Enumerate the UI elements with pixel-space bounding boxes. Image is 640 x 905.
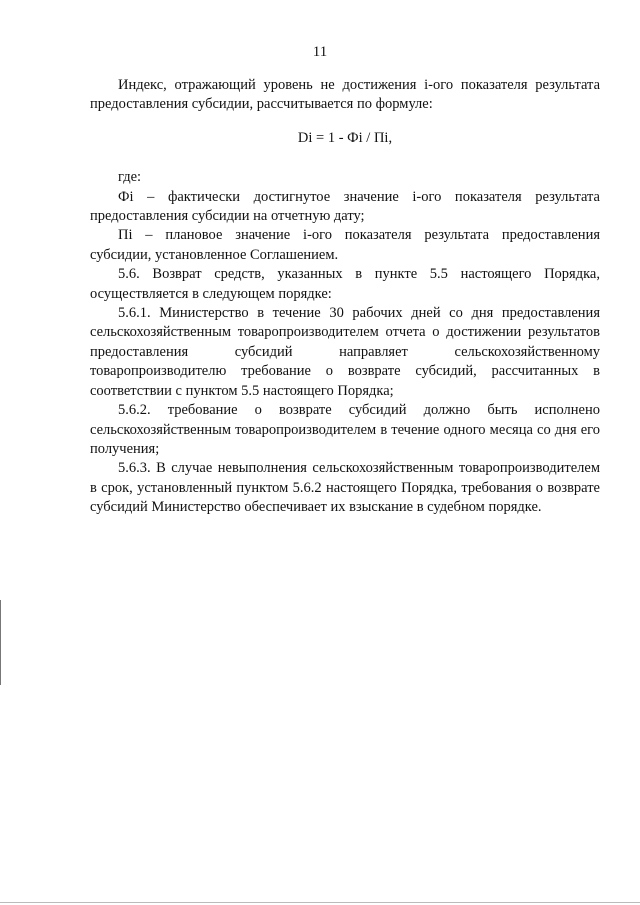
paragraph-index-intro: Индекс, отражающий уровень не достижения i-ого показателя результата предоставления субсидии, рассчитывается по формуле: bbox=[90, 77, 600, 113]
document-body bbox=[90, 76, 600, 518]
paragraph-5-6-2: 5.6.2. требование о возврате субсидий должно быть исполнено сельскохозяйственным товаропроизводителем в течение одного месяца со дня его получения; bbox=[90, 402, 600, 457]
scan-bottom-edge bbox=[0, 902, 640, 903]
paragraph-fi-definition: Фi – фактически достигнутое значение i-ого показателя результата предоставления субсидии на отчетную дату; bbox=[90, 188, 600, 225]
page-number: 11 bbox=[312, 44, 328, 60]
paragraph-where: где: bbox=[118, 169, 142, 186]
paragraph-5-6-1: 5.6.1. Министерство в течение 30 рабочих дней со дня предоставления сельскохозяйственным товаропроизводителем отчета о достижении результатов предоставления субсидий направляет сельскохозяйственному товаропроизводителю требование о возврате субсидий, рассчитанных в соответствии с пунктом 5.5 настоящего Порядка; bbox=[90, 305, 600, 399]
paragraph-5-6-3: 5.6.3. В случае невыполнения сельскохозяйственным товаропроизводителем в срок, установленный пунктом 5.6.2 настоящего Порядка, требования о возврате субсидий Министерство обеспечивает их взыскание в судебном порядке. bbox=[90, 460, 600, 516]
paragraph-5-6: 5.6. Возврат средств, указанных в пункте 5.5 настоящего Порядка, осуществляется в следующем порядке: bbox=[90, 266, 600, 302]
formula: Di = 1 - Фi / Пi, bbox=[297, 129, 393, 146]
paragraph-pi-definition: Пi – плановое значение i-ого показателя результата предоставления субсидии, установленное Соглашением. bbox=[90, 227, 600, 263]
scan-edge-mark bbox=[0, 600, 1, 685]
